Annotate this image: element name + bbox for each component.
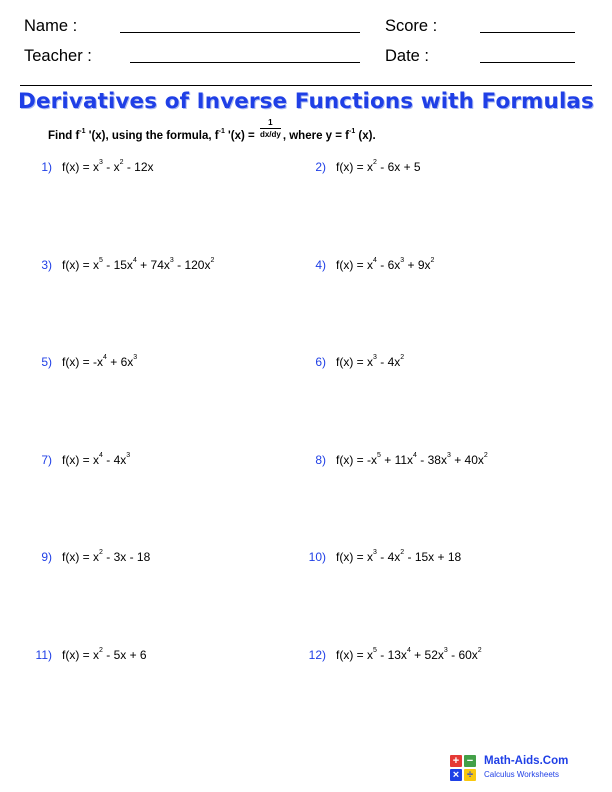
problem-number: 11) [35,648,52,662]
times-icon: × [450,769,462,781]
problem-function: $f(x) = x^2 - 5x + 6$ [62,647,147,662]
problem-function: $f(x) = x^2 - 3x - 18$ [62,549,151,564]
minus-icon: − [464,755,476,767]
logo-site-name: Math-Aids.Com [484,755,569,767]
header-divider [20,85,592,86]
instructions: Find $f^{-1}$ '(x), using the formula, $f^{-1}$ '(x) = $\frac{1}{dx/dy}$ , where $y = f^{-1}$ (x). [48,118,376,142]
problem-2 [298,160,421,174]
teacher-field[interactable] [130,62,360,63]
logo-subtitle: Calculus Worksheets [484,770,559,779]
name-label: Name : [24,17,78,35]
problem-9 [24,550,150,564]
problem-3 [24,258,214,272]
problem-number: 3) [41,258,52,272]
problem-function: $f(x) = x^2 - 6x + 5$ [336,159,421,174]
page-title: Derivatives of Inverse Functions with Formulas [18,89,594,114]
problem-number: 7) [41,453,52,467]
problem-number: 6) [315,355,326,369]
problem-12 [298,648,482,662]
score-field[interactable] [480,32,575,33]
name-field[interactable] [120,32,360,33]
problem-function: $f(x) = x^5 - 13x^4 + 52x^3 - 60x^2$ [336,647,482,662]
problem-11 [24,648,147,662]
teacher-label: Teacher : [24,47,92,65]
problem-number: 2) [315,160,326,174]
problem-function: $f(x) = x^3 - 4x^2$ [336,354,405,369]
problem-number: 10) [308,550,326,564]
problem-number: 9) [41,550,52,564]
problem-function: $f(x) = x^3 - x^2 - 12x$ [62,159,154,174]
problem-function: $f(x) = -x^5 + 11x^4 - 38x^3 + 40x^2$ [336,452,488,467]
date-label: Date : [385,47,430,65]
problem-4 [298,258,434,272]
plus-icon: + [450,755,462,767]
problem-7 [24,453,130,467]
problem-function: $f(x) = -x^4 + 6x^3$ [62,354,138,369]
formula-fraction: $\frac{1}{dx/dy}$ [259,118,281,139]
problem-10 [298,550,461,564]
problem-number: 8) [315,453,326,467]
problem-number: 1) [41,160,52,174]
logo-icon [450,755,478,783]
problem-function: $f(x) = x^4 - 4x^3$ [62,452,131,467]
problem-function: $f(x) = x^3 - 4x^2 - 15x + 18$ [336,549,462,564]
problem-6 [298,355,404,369]
problem-number: 4) [315,258,326,272]
problem-1 [24,160,154,174]
divide-icon: ÷ [464,769,476,781]
problem-8 [298,453,488,467]
problem-number: 12) [308,648,326,662]
problem-function: $f(x) = x^5 - 15x^4 + 74x^3 - 120x^2$ [62,257,215,272]
problem-number: 5) [41,355,52,369]
problem-5 [24,355,137,369]
problem-function: $f(x) = x^4 - 6x^3 + 9x^2$ [336,257,435,272]
date-field[interactable] [480,62,575,63]
score-label: Score : [385,17,438,35]
